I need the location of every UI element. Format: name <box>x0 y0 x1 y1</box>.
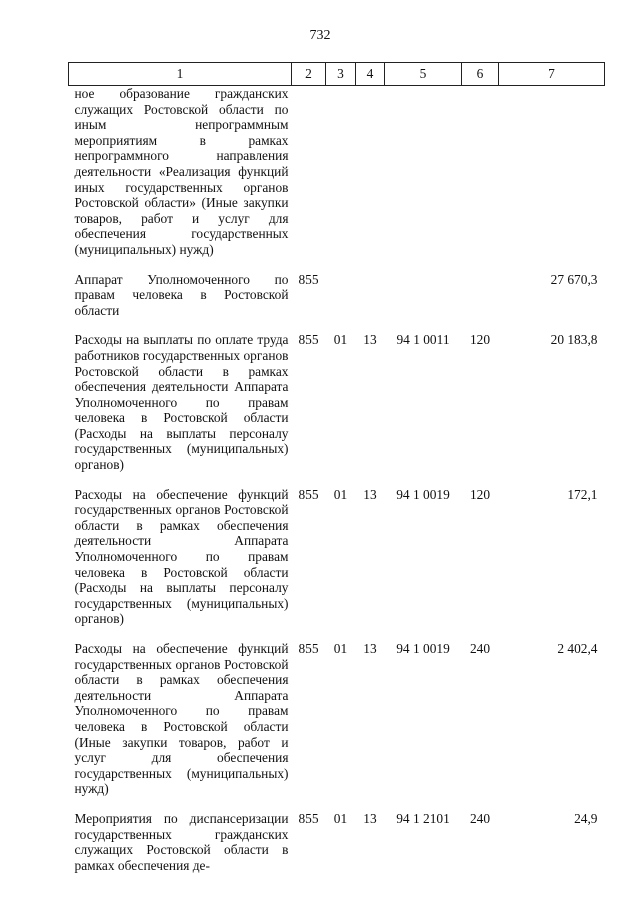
cell-admin-code: 855 <box>298 332 319 348</box>
cell-expense-type: 120 <box>469 486 491 502</box>
table-row <box>69 272 605 333</box>
cell-target-article <box>385 86 462 272</box>
cell-target-article: 94 1 0019 <box>396 641 450 656</box>
cell-section: 01 <box>333 332 348 348</box>
cell-amount: 20 183,8 <box>550 332 598 348</box>
row-name: ное образование гражданских служащих Ростовской области по иным непрограммным мероприятиям в рамках непрограммного направления деятельности «Реализация функций иных государственных органов Ростовской области» (Иные закупки товаров, работ и услуг для обеспечения государственных (муниципальных) нужд) <box>74 86 289 257</box>
cell-amount: 2 402,4 <box>557 641 598 656</box>
row-name: Расходы на выплаты по оплате труда работников государственных органов Ростовской области в рамках обеспечения деятельности Аппарата Уполномоченного по правам человека в Ростовской области (Расходы на выплаты персоналу государственных (муниципальных) органов) <box>74 332 289 473</box>
cell-expense-type: 240 <box>469 810 491 826</box>
cell-section <box>326 86 356 272</box>
table-row <box>69 487 605 641</box>
column-header-5: 5 <box>385 63 462 86</box>
cell-target-article: 94 1 0011 <box>396 332 450 348</box>
cell-expense-type <box>462 272 499 333</box>
cell-target-article <box>385 272 462 333</box>
budget-table-container <box>68 62 604 873</box>
column-header-2: 2 <box>292 63 326 86</box>
cell-section: 01 <box>333 486 348 502</box>
column-header-1: 1 <box>69 63 292 86</box>
cell-amount <box>499 86 605 272</box>
cell-target-article: 94 1 0019 <box>396 486 450 502</box>
row-name: Расходы на обеспечение функций государственных органов Ростовской области в рамках обеспечения деятельности Аппарата Уполномоченного по правам человека в Ростовской области (Иные закупки товаров, работ и услуг для обеспечения государственных (муниципальных) нужд) <box>74 641 289 797</box>
cell-admin-code: 855 <box>298 271 319 287</box>
cell-section: 01 <box>333 810 348 826</box>
cell-section <box>326 272 356 333</box>
table-row <box>69 641 605 811</box>
cell-admin-code: 855 <box>298 486 319 502</box>
cell-subsection <box>356 86 385 272</box>
cell-admin-code: 855 <box>298 810 319 826</box>
cell-subsection <box>356 272 385 333</box>
table-row <box>69 332 605 486</box>
table-header <box>69 63 605 86</box>
table-body <box>69 86 605 874</box>
column-header-4: 4 <box>356 63 385 86</box>
row-name: Аппарат Уполномоченного по правам человека в Ростовской области <box>74 271 289 318</box>
cell-expense-type <box>462 86 499 272</box>
cell-admin-code: 855 <box>298 641 319 656</box>
cell-amount: 24,9 <box>574 810 598 826</box>
page-number: 732 <box>309 28 331 43</box>
cell-subsection: 13 <box>363 641 377 656</box>
cell-expense-type: 240 <box>469 641 491 656</box>
cell-subsection: 13 <box>363 810 377 826</box>
column-header-7: 7 <box>499 63 605 86</box>
cell-section: 01 <box>333 641 348 656</box>
cell-subsection: 13 <box>363 332 377 348</box>
table-row <box>69 86 605 272</box>
cell-subsection: 13 <box>363 486 377 502</box>
table-row <box>69 811 605 873</box>
cell-amount: 27 670,3 <box>550 271 598 287</box>
column-header-3: 3 <box>326 63 356 86</box>
cell-admin-code <box>292 86 326 272</box>
cell-amount: 172,1 <box>567 486 598 502</box>
cell-target-article: 94 1 2101 <box>396 810 450 826</box>
budget-table <box>68 62 605 873</box>
row-name: Мероприятия по диспансеризации государственных гражданских служащих Ростовской области в рамках обеспечения де- <box>74 810 289 873</box>
header-row <box>69 63 605 86</box>
row-name: Расходы на обеспечение функций государственных органов Ростовской области в рамках обеспечения деятельности Аппарата Уполномоченного по правам человека в Ростовской области (Расходы на выплаты персоналу государственных (муниципальных) органов) <box>74 486 289 627</box>
cell-expense-type: 120 <box>469 332 491 348</box>
column-header-6: 6 <box>462 63 499 86</box>
